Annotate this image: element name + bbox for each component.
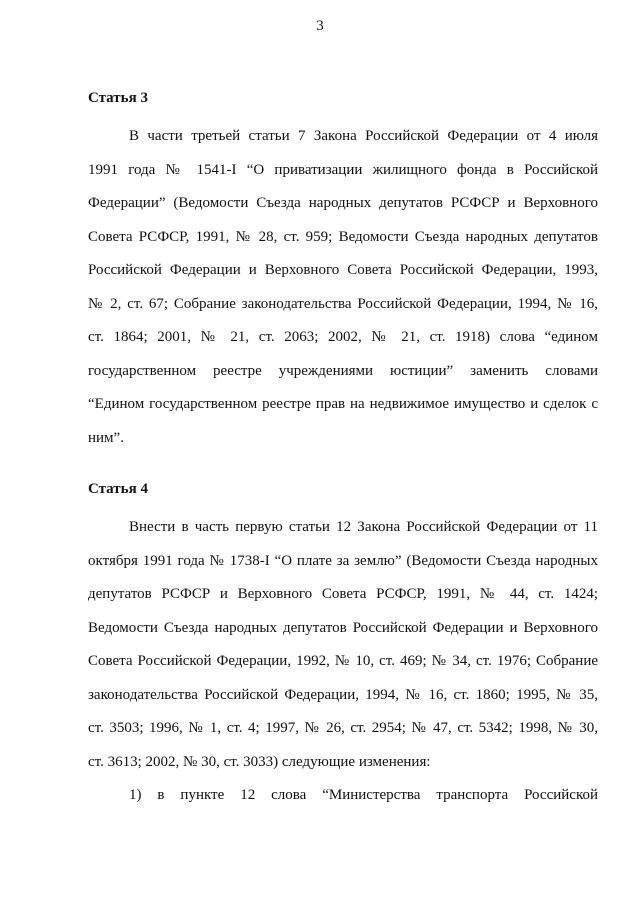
article-4-line-2: октября 1991 года № 1738-I “О плате за землю” (Ведомости Съезда народных: [88, 552, 598, 569]
article-3-line-9: “Едином государственном реестре прав на недвижимое имущество и сделок с: [88, 396, 598, 412]
article-3: [88, 82, 598, 455]
section-spacer: [88, 455, 598, 473]
article-3-line-4: Совета РСФСР, 1991, № 28, ст. 959; Ведомости Съезда народных депутатов: [88, 228, 598, 245]
page-number: 3: [316, 18, 324, 34]
article-4-line-7: ст. 3503; 1996, № 1, ст. 4; 1997, № 26, ст. 2954; № 47, ст. 5342; 1998, № 30,: [88, 720, 598, 736]
document-body: [88, 82, 598, 813]
article-4-line-6: законодательства Российской Федерации, 1994, № 16, ст. 1860; 1995, № 35,: [88, 686, 598, 703]
article-4-line-1: Внести в часть первую статьи 12 Закона Российской Федерации от 11: [129, 519, 598, 535]
article-4-line-4: Ведомости Съезда народных депутатов Российской Федерации и Верховного: [88, 619, 598, 636]
article-3-line-1: В части третьей статьи 7 Закона Российской Федерации от 4 июля: [129, 128, 598, 144]
article-3-line-3: Федерации” (Ведомости Съезда народных депутатов РСФСР и Верховного: [88, 195, 598, 211]
article-3-line-6: № 2, ст. 67; Собрание законодательства Российской Федерации, 1994, № 16,: [88, 295, 598, 312]
article-3-heading: Статья 3: [88, 90, 148, 106]
article-4-line-5: Совета Российской Федерации, 1992, № 10, ст. 469; № 34, ст. 1976; Собрание: [88, 653, 598, 669]
article-4-line-3: депутатов РСФСР и Верховного Совета РСФСР, 1991, № 44, ст. 1424;: [88, 586, 598, 602]
article-4-heading: Статья 4: [88, 481, 148, 497]
article-4-line-8: ст. 3613; 2002, № 30, ст. 3033) следующие изменения:: [88, 753, 431, 770]
article-3-line-10: ним”.: [88, 429, 124, 446]
article-4: [88, 473, 598, 813]
article-3-line-7: ст. 1864; 2001, № 21, ст. 2063; 2002, № 21, ст. 1918) слова “едином: [88, 329, 598, 345]
article-3-line-8: государственном реестре учреждениями юстиции” заменить словами: [88, 362, 598, 379]
article-3-line-2: 1991 года № 1541-I “О приватизации жилищного фонда в Российской: [88, 161, 598, 178]
article-4-line-9: 1) в пункте 12 слова “Министерства транспорта Российской: [129, 787, 598, 803]
article-3-line-5: Российской Федерации и Верховного Совета Российской Федерации, 1993,: [88, 262, 598, 278]
